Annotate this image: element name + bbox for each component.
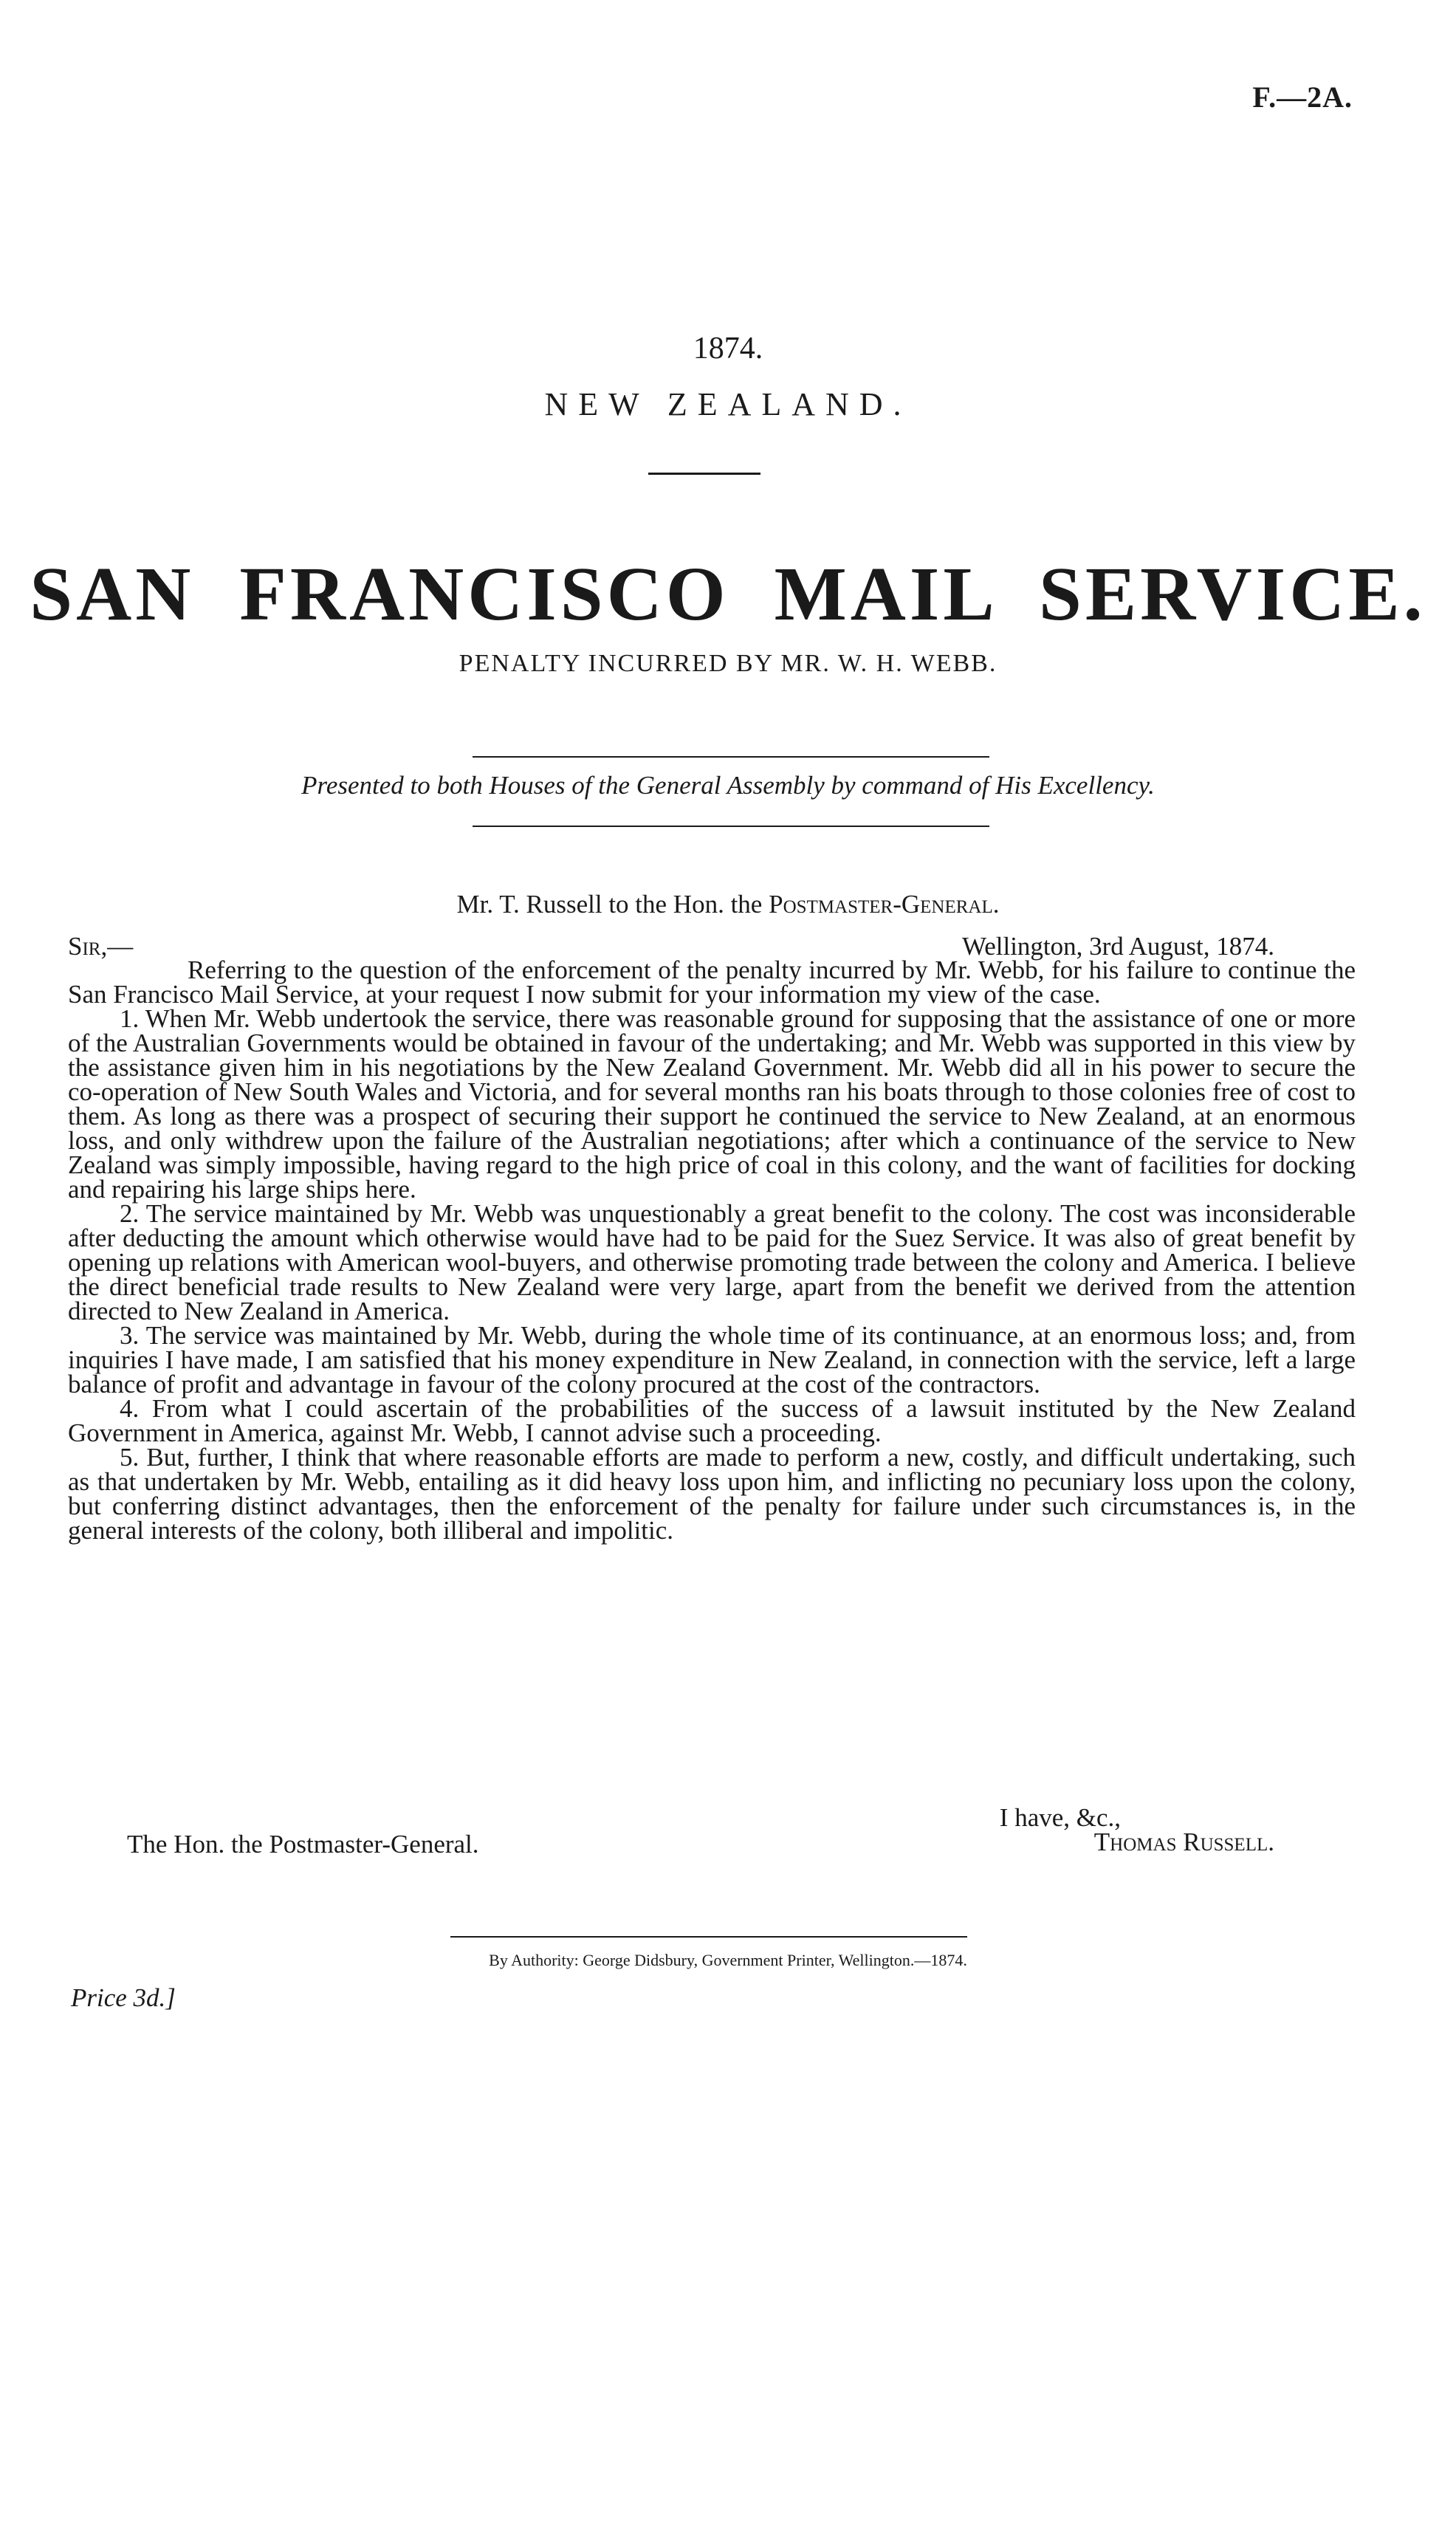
presented-rule-top: [473, 756, 989, 758]
letter-paragraph: 1. When Mr. Webb undertook the service, there was reasonable ground for supposing that the assistance of one or more of the Australian Governments would be obtained in favour of the undertaking; and Mr. Webb was supported in this view by the assistance given him in his negotiations by the New Zealand Government. Mr. Webb did all in his power to secure the co-operation of New South Wales and Victoria, and for several months ran his boats through to those colonies free of cost to them. As long as there was a prospect of securing their support he continued the service to New Zealand, at an enormous loss, and only withdrew upon the failure of the Australian negotiations; after which a continuance of the service to New Zealand was simply impossible, having regard to the high price of coal in this colony, and the want of facilities for docking and repairing his large ships here.: [68, 1004, 1356, 1204]
letter-heading: [0, 890, 1456, 919]
presented-note: Presented to both Houses of the General Assembly by command of His Excellency.: [301, 771, 1155, 800]
letter-paragraph: 2. The service maintained by Mr. Webb was unquestionably a great benefit to the colony. The cost was inconsiderable after deducting the amount which otherwise would have had to be paid for the Suez Service. It was also of great benefit by opening up relations with American wool-buyers, and otherwise promoting trade between the colony and America. I believe the direct beneficial trade results to New Zealand were very large, apart from the benefit we derived from the attention directed to New Zealand in America.: [68, 1199, 1356, 1325]
presented-rule-bottom: [473, 826, 989, 827]
printer-authority: By Authority: George Didsbury, Government Printer, Wellington.—1874.: [489, 1951, 967, 1969]
letter-signature: Thomas Russell.: [1093, 1828, 1274, 1856]
letter-connector: to the Hon. the: [608, 890, 763, 919]
letter-sender: Mr. T. Russell: [456, 890, 602, 919]
letter-paragraph: Referring to the question of the enforcement of the penalty incurred by Mr. Webb, for his failure to continue the San Francisco Mail Service, at your request I now submit for your information my view of the case.: [68, 955, 1356, 1009]
letter-place-date: Wellington, 3rd August, 1874.: [961, 932, 1274, 961]
letter-closing: I have, &c.,: [999, 1803, 1122, 1832]
publication-year: 1874.: [693, 332, 763, 366]
letter-closing-block: [1000, 1805, 1274, 1854]
title-divider: [648, 473, 760, 475]
price-note: Price 3d.]: [71, 1983, 176, 2012]
letter-body: [68, 955, 1356, 1545]
letter-paragraph: 3. The service was maintained by Mr. Webb, during the whole time of its continuance, at an enormous loss; and, from inquiries I have made, I am satisfied that his money expenditure in New Zealand, in connection with the service, left a large balance of profit and advantage in favour of the colony procured at the cost of the contractors.: [68, 1321, 1356, 1399]
letter-paragraph: 5. But, further, I think that where reasonable efforts are made to perform a new, costly, and difficult undertaking, such as that undertaken by Mr. Webb, entailing as it did heavy loss upon him, and inflicting no pecuniary loss upon the colony, but conferring distinct advantages, then the enforcement of the penalty for failure under such circumstances is, in the general interests of the colony, both illiberal and impolitic.: [68, 1443, 1356, 1545]
authority-rule: [450, 1936, 967, 1938]
page-title: SAN FRANCISCO MAIL SERVICE.: [30, 552, 1426, 636]
country-heading: NEW ZEALAND.: [544, 386, 912, 422]
letter-recipient: Postmaster-General.: [769, 890, 1000, 919]
letter-salutation: Sir,—: [68, 932, 134, 961]
letter-paragraph: 4. From what I could ascertain of the probabilities of the success of a lawsuit instituted by the New Zealand Government in America, against Mr. Webb, I cannot advise such a proceeding.: [68, 1394, 1356, 1447]
letter-addressee: The Hon. the Postmaster-General.: [127, 1830, 479, 1859]
document-reference: F.—2A.: [1252, 80, 1353, 114]
page-subtitle: PENALTY INCURRED BY MR. W. H. WEBB.: [459, 650, 997, 677]
